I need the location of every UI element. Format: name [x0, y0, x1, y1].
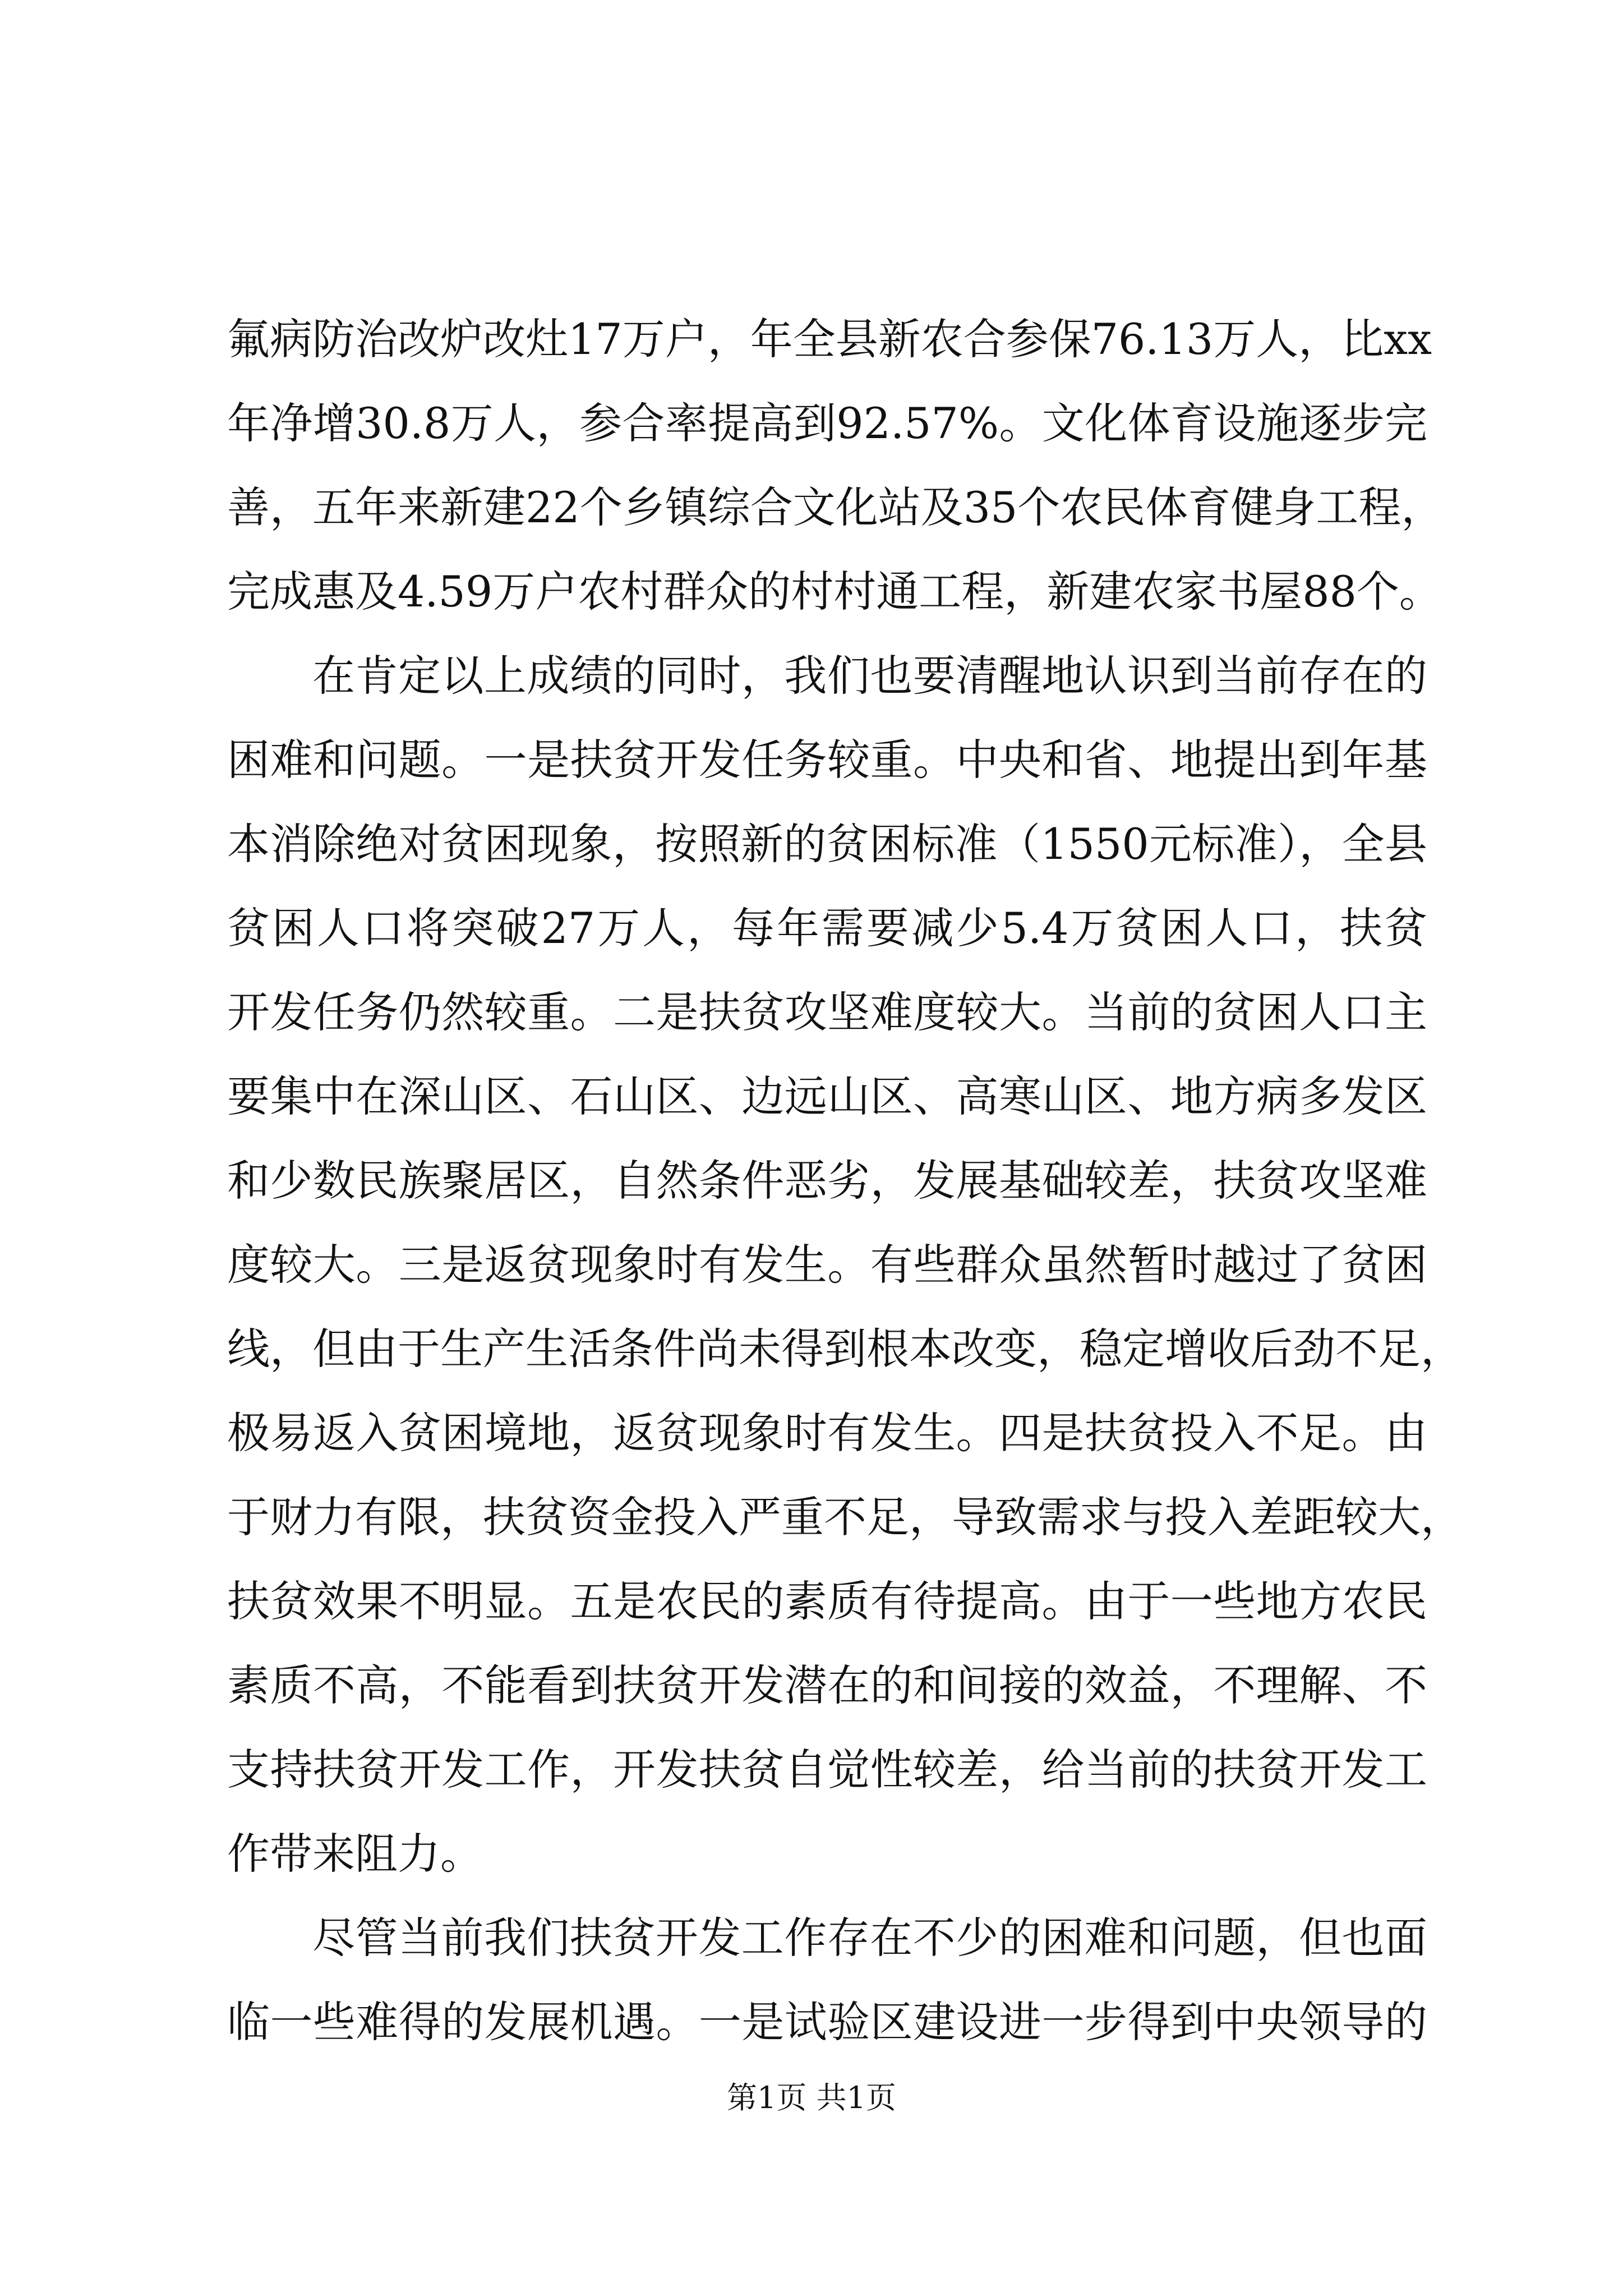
text-line: 善，五年来新建22个乡镇综合文化站及35个农民体育健身工程， [227, 482, 1444, 532]
text-line: 贫困人口将突破27万人，每年需要减少5.4万贫困人口，扶贫 [227, 903, 1427, 953]
text-line: 线，但由于生产生活条件尚未得到根本改变，稳定增收后劲不足， [227, 1324, 1463, 1374]
text-line: 困难和问题。一是扶贫开发任务较重。中央和省、地提出到年基 [227, 735, 1427, 785]
text-line: 本消除绝对贫困现象，按照新的贫困标准（1550元标准），全县 [227, 819, 1427, 869]
text-line: 在肯定以上成绩的同时，我们也要清醒地认识到当前存在的 [312, 651, 1427, 701]
text-line: 临一些难得的发展机遇。一是试验区建设进一步得到中央领导的 [227, 1997, 1427, 2047]
text-line: 作带来阻力。 [227, 1829, 483, 1879]
text-line: 完成惠及4.59万户农村群众的村村通工程，新建农家书屋88个。 [227, 567, 1442, 616]
text-line: 度较大。三是返贫现象时有发生。有些群众虽然暂时越过了贫困 [227, 1240, 1427, 1290]
document-body [227, 297, 1463, 2064]
page-footer [0, 2078, 1623, 2118]
text-line: 扶贫效果不明显。五是农民的素质有待提高。由于一些地方农民 [227, 1576, 1427, 1626]
text-line: 素质不高，不能看到扶贫开发潜在的和间接的效益，不理解、不 [227, 1660, 1427, 1710]
text-line: 于财力有限，扶贫资金投入严重不足，导致需求与投入差距较大， [227, 1492, 1463, 1542]
text-line: 极易返入贫困境地，返贫现象时有发生。四是扶贫投入不足。由 [227, 1408, 1427, 1458]
text-line: 尽管当前我们扶贫开发工作存在不少的困难和问题，但也面 [312, 1913, 1427, 1963]
text-line: 开发任务仍然较重。二是扶贫攻坚难度较大。当前的贫困人口主 [227, 987, 1427, 1037]
text-line: 和少数民族聚居区，自然条件恶劣，发展基础较差，扶贫攻坚难 [227, 1156, 1427, 1205]
text-line: 支持扶贫开发工作，开发扶贫自觉性较差，给当前的扶贫开发工 [227, 1745, 1427, 1795]
text-line: 要集中在深山区、石山区、边远山区、高寒山区、地方病多发区 [227, 1071, 1427, 1121]
text-line: 年净增30.8万人，参合率提高到92.57%。文化体育设施逐步完 [227, 398, 1427, 448]
text-line: 氟病防治改炉改灶17万户，年全县新农合参保76.13万人，比xx [227, 314, 1432, 364]
page-number-label: 第1页 共1页 [727, 2080, 896, 2115]
